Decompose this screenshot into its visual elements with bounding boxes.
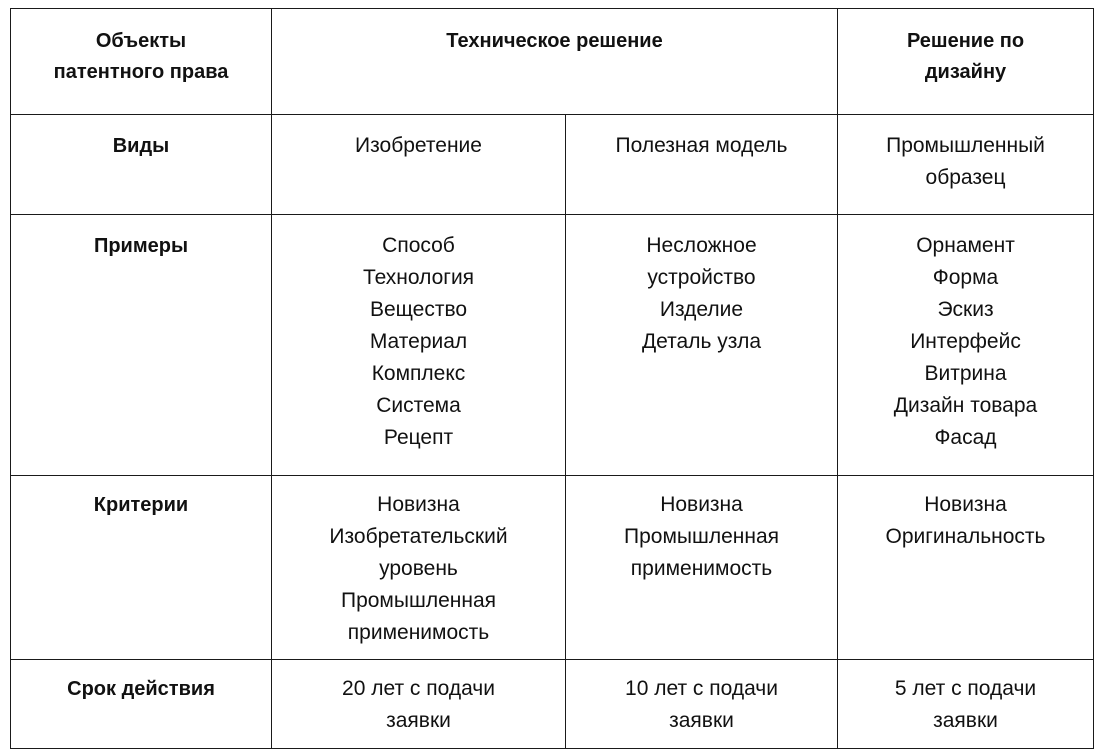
header-design-line: дизайну (924, 61, 1007, 83)
cell-line: Новизна (377, 493, 460, 516)
cell-line: Фасад (934, 426, 997, 449)
patent-objects-table (10, 8, 1094, 749)
row-label: Примеры (93, 235, 189, 257)
table-row-types (11, 115, 1094, 215)
table-cell (566, 660, 838, 749)
cell-line: Новизна (660, 493, 743, 516)
table-cell (272, 115, 566, 215)
table-cell (838, 115, 1094, 215)
table-row-examples (11, 215, 1094, 476)
row-label-cell (11, 115, 272, 215)
cell-line: Вещество (369, 298, 468, 321)
table-cell (838, 476, 1094, 660)
cell-line: Оригинальность (885, 525, 1046, 548)
cell-line: устройство (647, 266, 756, 289)
row-label: Срок действия (67, 678, 215, 700)
cell-line: Изобретательский (329, 525, 508, 548)
cell-line: Орнамент (916, 234, 1015, 257)
table-cell (272, 215, 566, 476)
cell-line: Технология (362, 266, 475, 289)
row-label: Виды (112, 135, 170, 157)
row-label: Критерии (93, 494, 189, 516)
header-technical-label: Техническое решение (446, 30, 663, 52)
cell-line: Новизна (924, 493, 1007, 516)
cell-line: уровень (379, 557, 458, 580)
cell-line: заявки (386, 709, 451, 732)
cell-line: применимость (347, 621, 490, 644)
row-label-cell (11, 476, 272, 660)
table-cell (566, 215, 838, 476)
table-row-term (11, 660, 1094, 749)
cell-line: применимость (630, 557, 773, 580)
cell-line: 10 лет с подачи (625, 677, 778, 700)
header-corner-line: Объекты (95, 30, 187, 52)
cell-line: Изделие (659, 298, 744, 321)
cell-line: Интерфейс (910, 330, 1021, 353)
cell-line: Промышленный (886, 134, 1045, 157)
table-cell (566, 476, 838, 660)
row-label-cell (11, 660, 272, 749)
cell-line: Промышленная (340, 589, 496, 612)
table-cell (838, 660, 1094, 749)
cell-line: Полезная модель (615, 134, 788, 157)
cell-line: Система (376, 394, 461, 417)
header-corner-cell (11, 9, 272, 115)
cell-line: Материал (369, 330, 468, 353)
table-row-criteria (11, 476, 1094, 660)
cell-line: Способ (382, 234, 455, 257)
header-corner-line: патентного права (53, 61, 229, 83)
cell-line: Витрина (924, 362, 1007, 385)
table-header-row (11, 9, 1094, 115)
row-label-cell (11, 215, 272, 476)
cell-line: Дизайн товара (893, 394, 1038, 417)
patent-table-container (10, 8, 1094, 749)
cell-line: Рецепт (383, 426, 454, 449)
table-cell (838, 215, 1094, 476)
header-design-line: Решение по (906, 30, 1025, 52)
cell-line: образец (925, 166, 1006, 189)
cell-line: заявки (933, 709, 998, 732)
cell-line: Промышленная (624, 525, 780, 548)
cell-line: Деталь узла (641, 330, 762, 353)
cell-line: Форма (932, 266, 999, 289)
table-cell (272, 660, 566, 749)
cell-line: Несложное (646, 234, 757, 257)
cell-line: Комплекс (371, 362, 466, 385)
cell-line: заявки (669, 709, 734, 732)
header-technical-cell (272, 9, 838, 115)
cell-line: Эскиз (937, 298, 994, 321)
table-cell (272, 476, 566, 660)
cell-line: Изобретение (355, 134, 482, 157)
cell-line: 20 лет с подачи (342, 677, 495, 700)
header-design-cell (838, 9, 1094, 115)
table-cell (566, 115, 838, 215)
cell-line: 5 лет с подачи (894, 677, 1037, 700)
